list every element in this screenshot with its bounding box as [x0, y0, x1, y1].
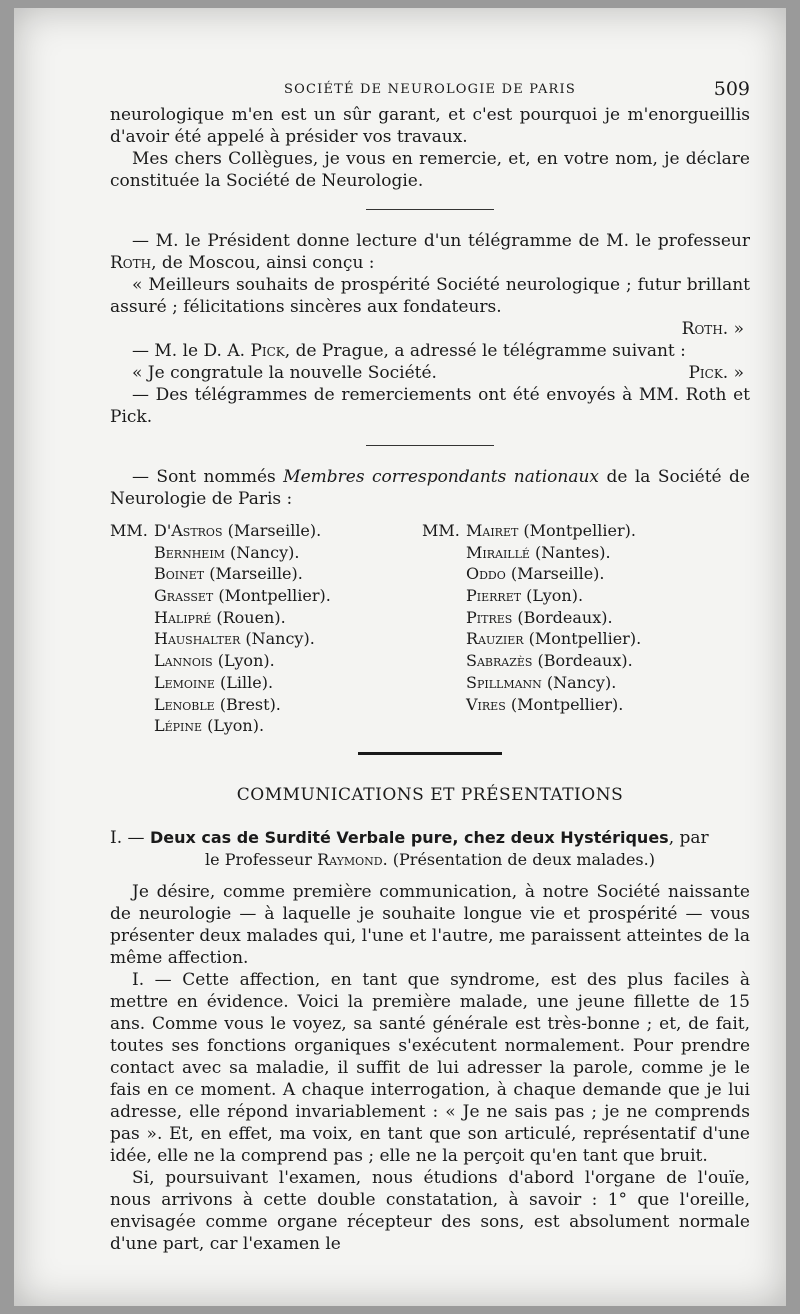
member-entry — [110, 715, 331, 737]
telegram-quote-2-text: « Je congratule la nouvelle Société. — [132, 363, 437, 383]
member-name: Lannois — [154, 651, 213, 671]
member-entry — [110, 628, 331, 650]
page — [14, 8, 786, 1306]
member-entry — [422, 607, 641, 629]
member-entry — [422, 542, 641, 564]
communication-author: Raymond — [317, 850, 383, 869]
members-column-left — [110, 520, 331, 737]
member-place: (Bordeaux). — [532, 651, 633, 671]
members-prefix-left: MM. — [110, 521, 148, 540]
member-place: (Lyon). — [521, 586, 584, 606]
member-name: Sabrazès — [466, 651, 533, 671]
intro-paragraph-2: Mes chers Collègues, je vous en remercie, et, en votre nom, je déclare constituée la Société de Neurologie. — [110, 149, 750, 191]
member-entry — [110, 542, 331, 564]
running-head — [110, 74, 750, 104]
member-place: (Lille). — [214, 672, 274, 692]
communication-sub-b: . (Présentation de deux malades.) — [382, 850, 655, 869]
member-place: (Marseille). — [222, 521, 322, 540]
member-entry — [110, 520, 331, 542]
member-name: Oddo — [466, 564, 506, 584]
separator-rule — [366, 209, 494, 210]
member-place: (Montpellier). — [518, 521, 636, 540]
body-paragraph-3: Si, poursuivant l'examen, nous étudions d'abord l'organe de l'ouïe, nous arrivons à cette double constatation, à savoir : 1° que l'oreille, envisagée comme organe récepteur des sons, est absolument normale d'une part, car l'examen le — [110, 1168, 750, 1254]
member-name: Spillmann — [466, 672, 542, 692]
member-place: (Nancy). — [224, 542, 300, 562]
telegram-signature-2: Pick. » — [688, 363, 744, 383]
member-entry — [422, 672, 641, 694]
telegram-paragraph-1 — [110, 230, 750, 274]
member-name: Boinet — [154, 564, 205, 584]
section-rule — [358, 752, 502, 755]
member-name: Lépine — [154, 716, 203, 736]
members-list — [110, 520, 750, 738]
member-entry — [110, 650, 331, 672]
member-name: Pitres — [466, 607, 513, 627]
telegram-signature-1: Roth. » — [681, 319, 744, 339]
member-place: (Marseille). — [505, 564, 605, 584]
member-name: Haushalter — [154, 629, 241, 649]
telegram-2-text-b: , de Prague, a adressé le télégramme suivant : — [284, 341, 686, 361]
member-entry — [422, 650, 641, 672]
members-intro — [110, 466, 750, 510]
member-entry — [110, 672, 331, 694]
member-entry — [422, 585, 641, 607]
member-entry — [422, 694, 641, 716]
member-entry — [110, 607, 331, 629]
member-entry — [110, 563, 331, 585]
member-name: Rauzier — [466, 629, 524, 649]
telegram-paragraph-3: — Des télégrammes de remerciements ont été envoyés à MM. Roth et Pick. — [110, 385, 750, 427]
body-paragraph-1: Je désire, comme première communication, à notre Société naissante de neurologie — à laquelle je souhaite longue vie et prospérité — vous présenter deux malades qui, l'une et l'autre, me paraissent atteintes de la même affection. — [110, 882, 750, 968]
member-name: D'Astros — [154, 521, 223, 540]
member-place: (Montpellier). — [523, 629, 642, 649]
member-name: Grasset — [154, 586, 214, 606]
member-place: (Brest). — [214, 694, 281, 714]
member-name: Pierret — [466, 586, 522, 606]
member-name: Mairet — [466, 521, 519, 540]
page-number: 509 — [713, 78, 750, 100]
member-name: Vires — [466, 694, 506, 714]
member-entry — [422, 628, 641, 650]
member-name: Lenoble — [154, 694, 215, 714]
member-place: (Lyon). — [212, 651, 275, 671]
members-intro-b: de la Société de Neurologie de Paris : — [110, 467, 750, 509]
telegram-1-name: Roth — [110, 253, 152, 273]
running-head-title: SOCIÉTÉ DE NEUROLOGIE DE PARIS — [284, 82, 576, 97]
communication-subtitle — [110, 849, 750, 871]
member-place: (Marseille). — [204, 564, 303, 584]
member-name: Halipré — [154, 607, 212, 627]
body-paragraph-2: I. — Cette affection, en tant que syndrome, est des plus faciles à mettre en évidence. Voici la première malade, une jeune fillette de 15 ans. Comme vous le voyez, sa santé générale est très-bonne ; et, de fait, toutes ses fonctions organiques s'exécutent normalement. Pour prendre contact avec sa maladie, il suffit de lui adresser la parole, comme je le fais en ce moment. A chaque interrogation, à chaque demande que je lui adresse, elle répond invariablement : « Je ne sais pas ; je ne comprends pas ». Et, en effet, ma voix, en tant que son articulé, représentatif d'une idée, elle ne la comprend pas ; elle ne la perçoit qu'en tant que bruit. — [110, 970, 750, 1166]
member-name: Miraillé — [466, 542, 530, 562]
member-entry — [422, 563, 641, 585]
member-entry — [110, 585, 331, 607]
member-place: (Nantes). — [529, 542, 611, 562]
telegram-2-text-a: — M. le D. A. — [132, 341, 251, 361]
members-column-right — [422, 520, 641, 715]
separator-rule-2 — [366, 445, 494, 446]
members-intro-em: Membres correspondants nationaux — [283, 467, 600, 487]
member-name: Lemoine — [154, 672, 215, 692]
telegram-quote-1: « Meilleurs souhaits de prospérité Société neurologique ; futur brillant assuré ; félicitations sincères aux fondateurs. — [110, 275, 750, 317]
telegram-1-text-a: — M. le Président donne lecture d'un télégramme de M. le professeur — [132, 231, 750, 251]
telegram-1-text-b: , de Moscou, ainsi conçu : — [151, 253, 375, 273]
member-place: (Bordeaux). — [512, 607, 613, 627]
page-content — [110, 74, 750, 1255]
members-prefix-right: MM. — [422, 521, 460, 540]
section-title: COMMUNICATIONS ET PRÉSENTATIONS — [236, 785, 624, 805]
intro-paragraph-1: neurologique m'en est un sûr garant, et c'est pourquoi je m'enorgueillis d'avoir été appelé à présider vos travaux. — [110, 105, 750, 147]
member-name: Bernheim — [154, 542, 225, 562]
communication-number: I. — — [110, 828, 150, 848]
member-entry — [422, 520, 641, 542]
communication-sub-a: le Professeur — [205, 850, 318, 869]
telegram-paragraph-2 — [110, 340, 750, 362]
telegram-2-name: Pick — [250, 341, 285, 361]
telegram-quote-2 — [110, 362, 750, 384]
member-place: (Nancy). — [240, 629, 315, 649]
communication-title — [110, 827, 750, 849]
member-place: (Nancy). — [541, 672, 617, 692]
communication-title-bold: Deux cas de Surdité Verbale pure, chez deux Hystériques — [149, 828, 669, 847]
members-intro-a: — Sont nommés — [132, 467, 284, 487]
member-place: (Lyon). — [202, 716, 265, 736]
member-place: (Montpellier). — [505, 694, 624, 714]
member-place: (Rouen). — [211, 607, 286, 627]
member-place: (Montpellier). — [213, 586, 331, 606]
communication-by: , par — [668, 828, 709, 848]
member-entry — [110, 694, 331, 716]
